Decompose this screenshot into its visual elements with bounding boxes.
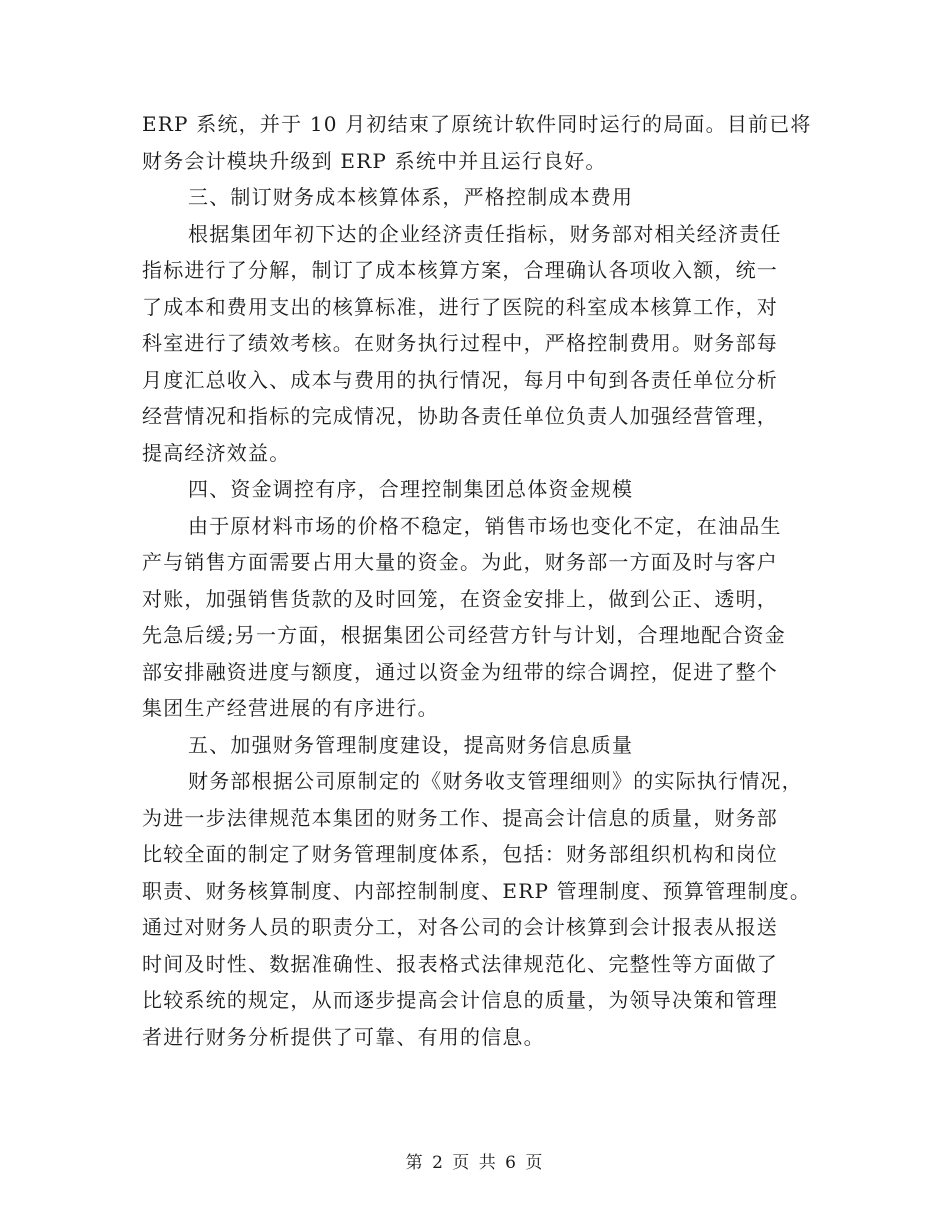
- body-text: [142, 106, 810, 1055]
- text-line: 职责、财务核算制度、内部控制制度、ERP 管理制度、预算管理制度。: [142, 878, 812, 903]
- text-line: 比较全面的制定了财务管理制度体系，包括：财务部组织机构和岗位: [142, 842, 778, 866]
- text-line: 月度汇总收入、成本与费用的执行情况，每月中旬到各责任单位分析: [142, 367, 778, 392]
- page-footer: 第 2 页 共 6 页: [405, 1153, 545, 1173]
- text-line: 通过对财务人员的职责分工，对各公司的会计核算到会计报表从报送: [142, 915, 778, 939]
- text-line: 者进行财务分析提供了可靠、有用的信息。: [142, 1024, 545, 1049]
- text-line: 财务会计模块升级到 ERP 系统中并且运行良好。: [142, 148, 607, 173]
- text-line: 由于原材料市场的价格不稳定，销售市场也变化不定，在油品生: [188, 513, 782, 538]
- text-line: 集团生产经营进展的有序进行。: [142, 696, 439, 720]
- text-line: 先急后缓;另一方面，根据集团公司经营方针与计划，合理地配合资金: [142, 623, 786, 647]
- section-heading: 五、加强财务管理制度建设，提高财务信息质量: [188, 732, 634, 757]
- text-line: 根据集团年初下达的企业经济责任指标，财务部对相关经济责任: [188, 221, 782, 246]
- text-line: 指标进行了分解，制订了成本核算方案，合理确认各项收入额，统一: [142, 258, 778, 282]
- text-line: 提高经济效益。: [142, 440, 291, 465]
- text-line: 部安排融资进度与额度，通过以资金为纽带的综合调控，促进了整个: [142, 659, 778, 684]
- text-line: 财务部根据公司原制定的《财务收支管理细则》的实际执行情况，: [188, 769, 803, 793]
- text-line: 了成本和费用支出的核算标准，进行了医院的科室成本核算工作，对: [142, 294, 778, 319]
- text-line: 比较系统的规定，从而逐步提高会计信息的质量，为领导决策和管理: [142, 988, 778, 1012]
- text-line: ERP 系统，并于 10 月初结束了原统计软件同时运行的局面。目前已将: [142, 112, 812, 136]
- text-line: 科室进行了绩效考核。在财务执行过程中，严格控制费用。财务部每: [142, 331, 778, 355]
- text-line: 为进一步法律规范本集团的财务工作、提高会计信息的质量，财务部: [142, 805, 778, 830]
- text-line: 产与销售方面需要占用大量的资金。为此，财务部一方面及时与客户: [142, 550, 778, 574]
- text-line: 时间及时性、数据准确性、报表格式法律规范化、完整性等方面做了: [142, 951, 778, 976]
- section-heading: 三、制订财务成本核算体系，严格控制成本费用: [188, 185, 634, 209]
- section-heading: 四、资金调控有序，合理控制集团总体资金规模: [188, 477, 634, 501]
- text-line: 经营情况和指标的完成情况，协助各责任单位负责人加强经营管理，: [142, 404, 778, 428]
- text-line: 对账，加强销售货款的及时回笼，在资金安排上，做到公正、透明，: [142, 586, 778, 611]
